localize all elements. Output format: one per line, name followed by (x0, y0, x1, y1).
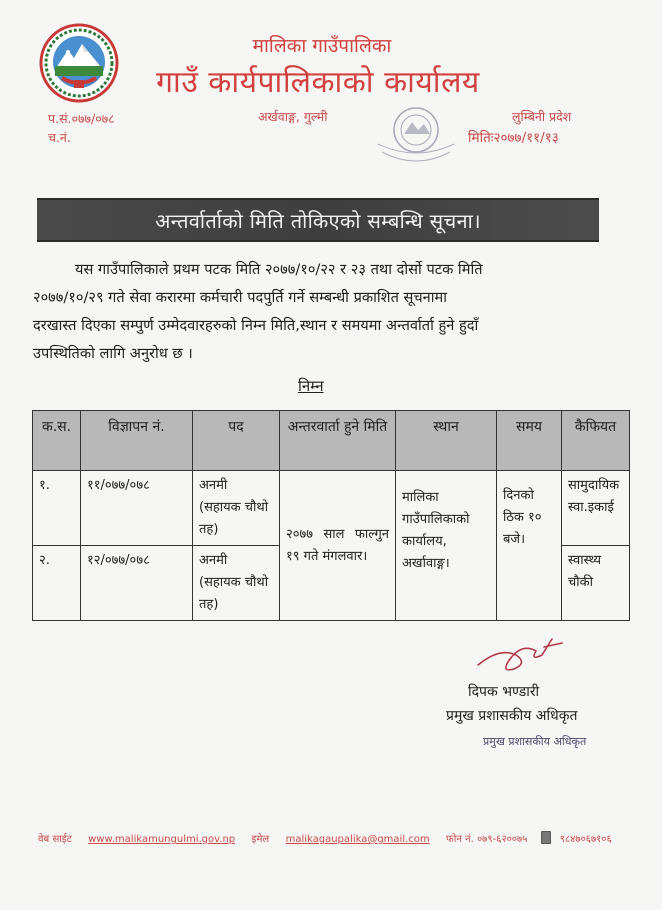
signatory-designation: प्रमुख प्रशासकीय अधिकृत (446, 708, 578, 724)
row-serial: २. (33, 546, 81, 621)
header-interview-date: अन्तरवार्ता हुने मिति (280, 411, 396, 471)
nepal-emblem-icon (38, 22, 120, 104)
header-serial: क.स. (33, 411, 81, 471)
handwritten-signature (470, 625, 580, 680)
notice-title: अन्तर्वार्ताको मिति तोकिएको सम्बन्धि सूचना। (155, 209, 481, 233)
province-name: लुम्बिनी प्रदेश (512, 109, 572, 124)
row-ad-number: ११/०७७/०७८ (81, 471, 193, 546)
notice-body (33, 256, 605, 368)
office-address: अर्खवाङ्ग, गुल्मी (258, 109, 328, 124)
footer-website-link[interactable]: www.malikamungulmi.gov.np (88, 834, 236, 845)
header-remarks: कैफियत (562, 411, 630, 471)
row-post: अनमी (सहायक चौथो तह) (193, 471, 280, 546)
body-line-1: यस गाउँपालिकाले प्रथम पटक मिति २०७७/१०/२२ र २३ तथा दोर्सो पटक मिति (75, 261, 483, 278)
footer-phone: फोन नं. ०७९-६२००७५ (446, 834, 528, 845)
letterhead-office: गाउँ कार्यपालिकाको कार्यालय (156, 65, 480, 100)
issue-date: मितिः२०७७/११/१३ (468, 130, 559, 146)
footer-web-label: वेब साईट (38, 834, 72, 845)
row-remarks: स्वास्थ्य चौकी (562, 546, 630, 621)
row-remarks: सामुदायिक स्वा.इकाई (562, 471, 630, 546)
header-post: पद (193, 411, 280, 471)
table-header-row (33, 411, 630, 471)
footer-mobile: ९८४७०६७१०६ (559, 834, 612, 845)
body-line-4: उपस्थितिको लागि अनुरोध छ । (33, 345, 193, 362)
footer-contact (38, 831, 612, 845)
footer-email-label: इमेल (251, 834, 270, 845)
header-time: समय (497, 411, 562, 471)
body-line-2: २०७७/१०/२९ गते सेवा करारमा कर्मचारी पदपुर्ति गर्ने सम्बन्धी प्रकाशित सूचनामा (33, 289, 448, 306)
mobile-phone-icon (541, 831, 551, 844)
signatory-name: दिपक भण्डारी (468, 684, 540, 700)
row-post: अनमी (सहायक चौथो तह) (193, 546, 280, 621)
letterhead-municipality: मालिका गाउँपालिका (252, 35, 392, 57)
office-stamp-icon (368, 100, 464, 170)
interview-schedule-table (32, 410, 630, 621)
row-ad-number: १२/०७७/०७८ (81, 546, 193, 621)
header-place: स्थान (396, 411, 497, 471)
shared-interview-date: २०७७ साल फाल्गुन १९ गते मंगलवार। (280, 471, 396, 621)
footer-email-link[interactable]: malikagaupalika@gmail.com (285, 834, 430, 845)
table-row (33, 471, 630, 546)
reference-number: प.सं.०७७/०७८ (48, 111, 115, 126)
body-line-3: दरखास्त दिएका सम्पुर्ण उम्मेदवारहरुको निम्न मिति,स्थान र समयमा अन्तर्वार्ता हुने हुदाँ (33, 317, 479, 334)
row-serial: १. (33, 471, 81, 546)
notice-title-bar (37, 198, 599, 242)
shared-place: मालिका गाउँपालिकाको कार्यालय, अर्खावाङ्ग। (396, 471, 497, 621)
header-ad-number: विज्ञापन नं. (81, 411, 193, 471)
table-subheading: निम्न (298, 377, 324, 395)
shared-time: दिनको ठिक १० बजे। (497, 471, 562, 621)
designation-stamp: प्रमुख प्रशासकीय अधिकृत (483, 735, 587, 748)
dispatch-number: च.नं. (48, 130, 71, 145)
